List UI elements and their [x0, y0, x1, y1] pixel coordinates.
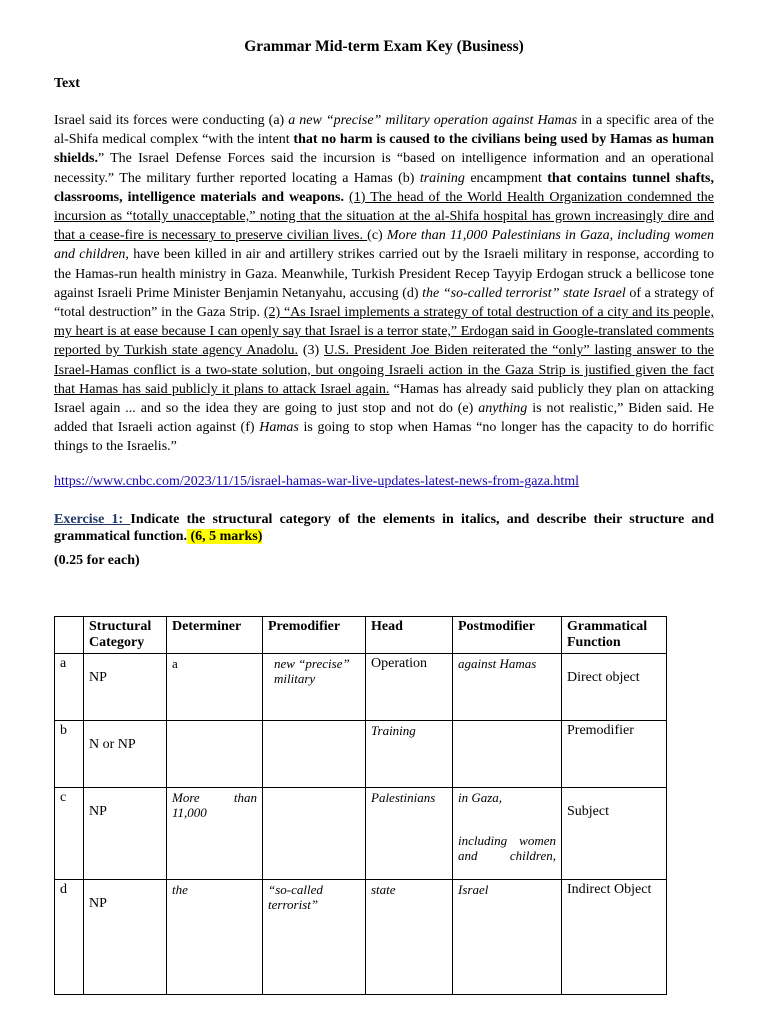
head-cell	[366, 880, 453, 995]
passage-text: , have been killed in air and artillery strikes carried out by the Israeli military in response, according to the Hamas-run health ministry in Gaza. Meanwhile, Turkish President Recep Tayyip Erdogan struck a bellicose tone against Israeli Prime Minister Benjamin Netanyahu, accusing (d)	[54, 247, 714, 301]
category-value: NP	[89, 804, 107, 819]
category-value: NP	[89, 896, 107, 911]
category-cell	[84, 880, 167, 995]
italic-element-e: anything	[478, 401, 528, 417]
function-cell	[562, 880, 667, 995]
premodifier-value: new “precise” military	[274, 656, 350, 686]
premodifier-value: “so-called terrorist”	[268, 882, 323, 912]
determiner-cell	[167, 880, 263, 995]
category-value: NP	[89, 670, 107, 685]
category-cell	[84, 788, 167, 880]
determiner-cell	[167, 654, 263, 721]
answer-table	[54, 616, 667, 995]
function-cell	[562, 788, 667, 880]
determiner-value: a	[172, 656, 178, 671]
passage-text: “Hamas has already said publicly they plan on attacking Israel again ... and so the idea they are going to just stop and not do (e)	[54, 381, 714, 417]
function-cell	[562, 721, 667, 788]
header-cell	[55, 617, 84, 654]
postmodifier-cell	[453, 721, 562, 788]
italic-element-d: the “so-called terrorist” state Israel	[422, 285, 626, 301]
category-cell	[84, 721, 167, 788]
category-value: N or NP	[89, 737, 136, 752]
determiner-value: More than 11,000	[172, 790, 257, 820]
table-header-row	[55, 617, 667, 654]
postmodifier-value: Israel	[458, 882, 489, 897]
table-row	[55, 721, 667, 788]
head-value: Training	[371, 723, 416, 738]
function-value: Indirect Object	[567, 882, 652, 897]
determiner-cell	[167, 721, 263, 788]
row-label: d	[55, 880, 84, 995]
bold-clause: that contains tunnel shafts, classrooms, intelligence materials and weapons.	[54, 170, 714, 205]
head-value: state	[371, 882, 396, 897]
table-row	[55, 880, 667, 995]
passage-text: encampment	[464, 170, 548, 186]
bold-clause: that no harm is caused to the civilians being used by Hamas as human shields.	[54, 132, 714, 167]
determiner-value: the	[172, 882, 188, 897]
postmodifier-cell	[453, 788, 562, 880]
passage-text: ” The Israel Defense Forces said the incursion is “based on intelligence information and an operational necessity.” The military further reported locating a Hamas (b)	[54, 151, 714, 186]
italic-element-b: training	[419, 170, 465, 186]
passage-text: is going to stop when Hamas “no longer has the capacity to do horrific things to the Israelis.”	[54, 420, 714, 455]
function-value: Premodifier	[567, 723, 634, 738]
head-value: Palestinians	[371, 790, 436, 805]
passage-text: Israel said its forces were conducting (a)	[54, 113, 289, 128]
italic-element-a: a new “precise” military operation against Hamas	[288, 113, 578, 128]
row-label: a	[55, 654, 84, 721]
function-value: Direct object	[567, 670, 640, 685]
premodifier-cell	[263, 880, 366, 995]
exercise-text: Indicate the structural category of the elements in italics, and describe their structure and grammatical function.	[54, 511, 714, 544]
row-label: b	[55, 721, 84, 788]
head-value: Operation	[371, 656, 427, 671]
passage-text: of a strategy of “total destruction” in the Gaza Strip.	[54, 285, 714, 321]
document-page	[54, 38, 715, 912]
head-cell	[366, 721, 453, 788]
underlined-sentence-3: U.S. President Joe Biden reiterated the “only” lasting answer to the Israel-Hamas conflict is a two-state solution, but ongoing Israeli action in the Gaza Strip is justified given the fact that Hamas has said publicly it plans to attack Israel again.	[54, 343, 714, 397]
table-row	[55, 788, 667, 880]
category-cell	[84, 654, 167, 721]
underlined-sentence-1: (1) The head of the World Health Organization condemned the incursion as “totally unacceptable,” noting that the situation at the al-Shifa hospital has grown increasingly dire and that a cease-fire is necessary to preserve civilian lives.	[54, 189, 714, 244]
premodifier-cell	[263, 654, 366, 721]
function-value: Subject	[567, 804, 609, 819]
row-label: c	[55, 788, 84, 880]
header-cell: Structural Category	[84, 617, 167, 654]
header-cell: Postmodifier	[453, 617, 562, 654]
marks-per-item: (0.25 for each)	[54, 552, 140, 568]
source-link[interactable]: https://www.cnbc.com/2023/11/15/israel-hamas-war-live-updates-latest-news-from-gaza.html	[54, 473, 580, 489]
postmodifier-cell	[453, 654, 562, 721]
passage-text: (3)	[298, 343, 325, 359]
postmodifier-value-2: including women and children,	[458, 833, 556, 863]
passage-text: (c)	[367, 228, 387, 244]
premodifier-cell	[263, 721, 366, 788]
header-cell: Grammatical Function	[562, 617, 667, 654]
head-cell	[366, 654, 453, 721]
header-cell: Head	[366, 617, 453, 654]
exercise-instruction	[54, 511, 714, 545]
italic-element-c: More than 11,000 Palestinians in Gaza, including women and children	[54, 228, 714, 263]
document-title: Grammar Mid-term Exam Key (Business)	[244, 38, 524, 55]
passage-text: in a specific area of the al-Shifa medical complex “with the intent	[54, 113, 715, 148]
postmodifier-cell	[453, 880, 562, 995]
function-cell	[562, 654, 667, 721]
italic-element-f: Hamas	[259, 420, 299, 436]
premodifier-cell	[263, 788, 366, 880]
underlined-sentence-2: (2) “As Israel implements a strategy of total destruction of a city and its people, my heart is at ease because I can openly say that Israel is a terror state,” Erdogan said in Google-translated comments reported by Turkish state agency Anadolu.	[54, 305, 715, 359]
header-cell: Premodifier	[263, 617, 366, 654]
passage-paragraph	[54, 111, 714, 457]
table-row	[55, 654, 667, 721]
text-heading: Text	[54, 76, 80, 91]
passage-text: is not realistic,” Biden said. He added that Israeli action against (f)	[54, 401, 714, 436]
head-cell	[366, 788, 453, 880]
marks-highlight: (6, 5 marks)	[186, 528, 263, 544]
postmodifier-value: against Hamas	[458, 656, 537, 671]
postmodifier-value: in Gaza,	[458, 790, 503, 805]
header-cell: Determiner	[167, 617, 263, 654]
exercise-label: Exercise 1:	[54, 511, 131, 527]
determiner-cell	[167, 788, 263, 880]
